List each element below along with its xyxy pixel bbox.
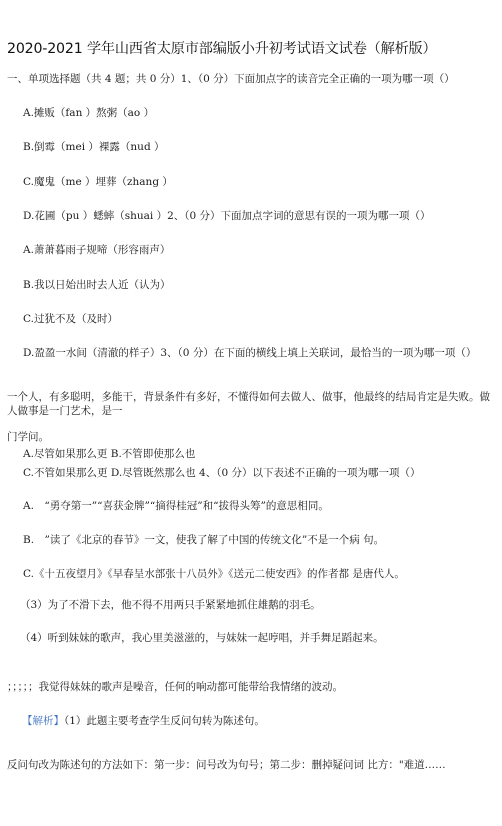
paragraph-text: （4）听到妹妹的歌声，我心里美滋滋的，与妹妹一起哼唱，并手舞足蹈起来。 [20, 632, 384, 644]
analysis-line [22, 714, 265, 728]
section-heading: 一、单项选择题（共 4 题；共 0 分）1、（0 分）下面加点字的读音完全正确的一项为哪一项（） [7, 73, 455, 85]
option-text: A.尽管如果那么更 B.不管即使那么也 [23, 448, 196, 460]
option-text: B. ”读了《北京的春节》一文，使我了解了中国的传统文化”不是一个病 句。 [23, 534, 385, 546]
option-text: C.魔鬼（me ）埋葬（zhang ） [23, 176, 173, 188]
option-text: B.倒霉（mei ）裸露（nud ） [23, 141, 165, 153]
option-text: A.萧萧暮雨子规啼（形容雨声） [23, 244, 171, 256]
analysis-text: （1）此题主要考查学生反问句转为陈述句。 [64, 715, 265, 727]
option-text: A.摊贩（fan ）熬粥（ao ） [23, 107, 155, 119]
paragraph-text: 一个人，有多聪明，多能干，背景条件有多好，不懂得如何去做人、做事，他最终的结局肯定是失败。做人做事是一门艺术，是一 [7, 391, 490, 417]
option-text: C.《十五夜望月》《早春呈水部张十八员外》《送元二使安西》的作者都 是唐代人。 [23, 568, 405, 580]
paragraph-text: 门学问。 [7, 431, 49, 443]
paragraph-text: ；；；；；我觉得妹妹的歌声是噪音，任何的响动都可能带给我情绪的波动。 [7, 681, 343, 693]
option-text: D.盈盈一水间（清澈的样子）3、（0 分）在下面的横线上填上关联词，最恰当的一项为哪一项（） [23, 347, 477, 359]
paragraph-text: （3）为了不滑下去，他不得不用两只手紧紧地抓住雄鹅的羽毛。 [20, 599, 321, 611]
analysis-tag: 【解析】 [22, 715, 64, 727]
paragraph-text: 反问句改为陈述句的方法如下：第一步：问号改为句号；第二步：删掉疑问词 比方："难道…… [7, 759, 446, 771]
option-text: B.我以日始出时去人近（认为） [23, 279, 171, 291]
option-text: C.不管如果那么更 D.尽管既然那么也 4、（0 分）以下表述不正确的一项为哪一项（） [23, 467, 421, 479]
document-title: 2020-2021 学年山西省太原市部编版小升初考试语文试卷（解析版） [7, 41, 437, 57]
option-text: D.花圃（pu ）蟋蟀（shuai ）2、（0 分）下面加点字词的意思有误的一项为哪一项（） [23, 210, 431, 222]
option-text: A. “勇夺第一”“喜获金牌”“摘得桂冠”和“拔得头筹”的意思相同。 [23, 500, 329, 512]
option-text: C.过犹不及（及时） [23, 313, 118, 325]
